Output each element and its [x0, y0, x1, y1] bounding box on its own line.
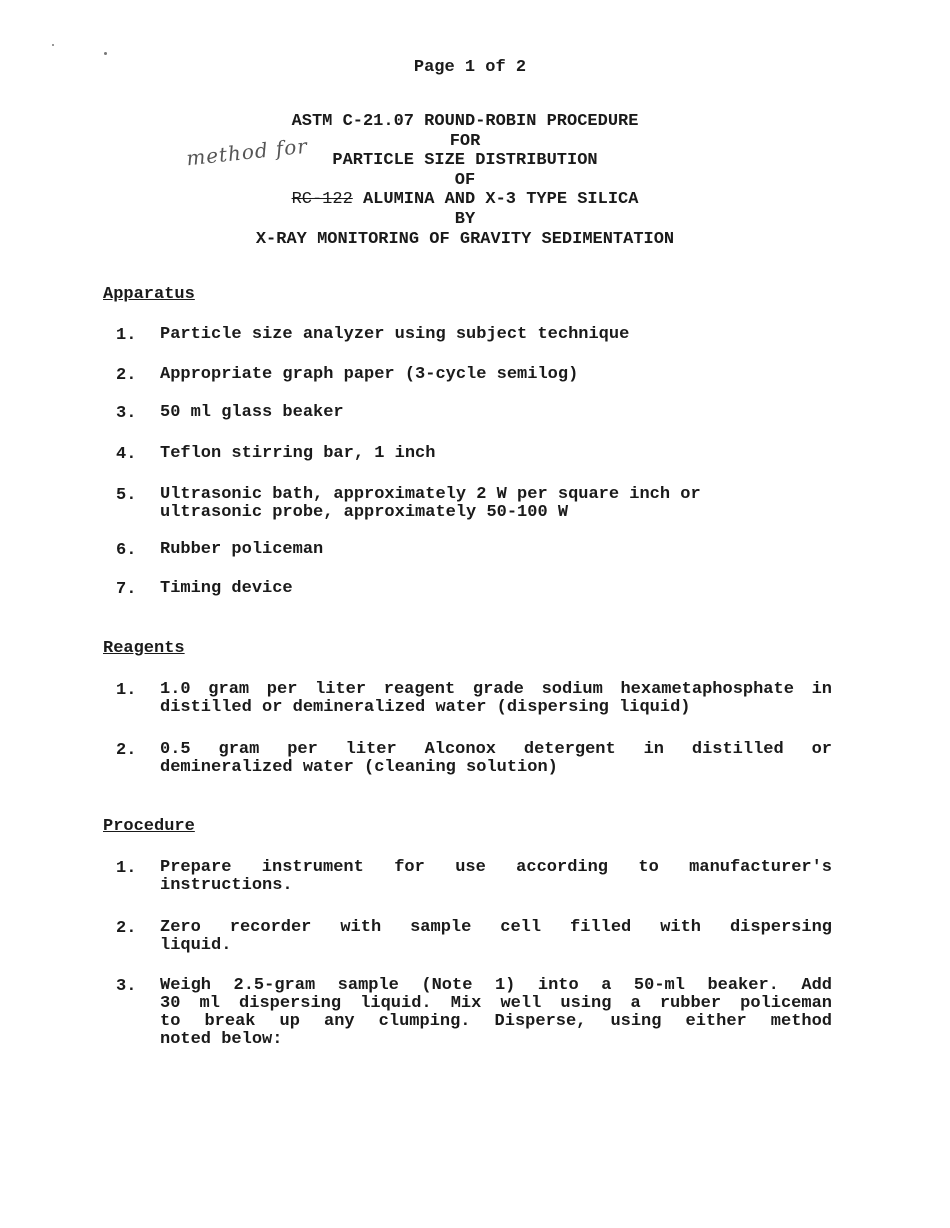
item-number: 2. [116, 919, 137, 938]
title-line-1: ASTM C-21.07 ROUND-ROBIN PROCEDURE [291, 112, 639, 131]
item-text: Timing device [160, 579, 293, 598]
item-text-block [160, 486, 832, 522]
item-text: Teflon stirring bar, 1 inch [160, 444, 436, 463]
item-text-line: Zero recorder with sample cell filled with dispersing [160, 918, 832, 937]
item-number: 6. [116, 541, 137, 560]
item-text-line: demineralized water (cleaning solution) [160, 758, 558, 777]
item-text-block [160, 741, 832, 777]
apparatus-heading: Apparatus [103, 285, 195, 304]
title-line-6: BY [454, 209, 476, 229]
title-line-5-text: ALUMINA AND X-3 TYPE SILICA [352, 190, 639, 210]
item-text-line: ultrasonic probe, approximately 50-100 W [160, 503, 569, 522]
item-text-line: instructions. [160, 876, 293, 895]
title-line-4: OF [454, 170, 476, 190]
item-text: Particle size analyzer using subject technique [160, 325, 630, 344]
item-number: 3. [116, 404, 137, 423]
scan-speck [52, 44, 54, 46]
item-text-line: Weigh 2.5-gram sample (Note 1) into a 50-ml beaker. Add [160, 976, 832, 995]
item-text-line: 30 ml dispersing liquid. Mix well using a rubber policeman [160, 994, 832, 1013]
item-text: Appropriate graph paper (3-cycle semilog) [160, 365, 579, 384]
item-text-line: noted below: [160, 1030, 283, 1049]
item-text-line: Ultrasonic bath, approximately 2 W per square inch or [160, 485, 701, 504]
page-number: Page 1 of 2 [413, 58, 527, 77]
title-line-5 [0, 190, 930, 210]
item-text-block [160, 977, 832, 1049]
item-text-line: Prepare instrument for use according to manufacturer's [160, 858, 832, 877]
item-text-block [160, 859, 832, 895]
item-number: 2. [116, 741, 137, 760]
title-line-7: X-RAY MONITORING OF GRAVITY SEDIMENTATION [255, 229, 675, 249]
scan-speck [104, 52, 107, 55]
item-text-line: 1.0 gram per liter reagent grade sodium hexametaphosphate in [160, 680, 832, 699]
item-text-line: liquid. [160, 936, 232, 955]
item-number: 7. [116, 580, 137, 599]
reagents-heading: Reagents [103, 639, 185, 658]
item-number: 5. [116, 486, 137, 505]
document-title [0, 112, 930, 249]
item-text-block [160, 919, 832, 955]
item-text-line: distilled or demineralized water (dispersing liquid) [160, 698, 691, 717]
item-text: 50 ml glass beaker [160, 403, 344, 422]
title-line-2: FOR [449, 131, 481, 151]
item-text: Rubber policeman [160, 540, 324, 559]
item-text-line: 0.5 gram per liter Alconox detergent in distilled or [160, 740, 832, 759]
struck-text: RC-122 [291, 190, 353, 210]
item-text-block [160, 681, 832, 717]
title-line-3: PARTICLE SIZE DISTRIBUTION [332, 151, 598, 171]
procedure-heading: Procedure [103, 817, 195, 836]
item-number: 4. [116, 445, 137, 464]
handwritten-annotation: method for [185, 133, 309, 171]
item-number: 1. [116, 859, 137, 878]
item-text-line: to break up any clumping. Disperse, using either method [160, 1012, 832, 1031]
item-number: 1. [116, 326, 137, 345]
item-number: 2. [116, 366, 137, 385]
item-number: 1. [116, 681, 137, 700]
item-number: 3. [116, 977, 137, 996]
